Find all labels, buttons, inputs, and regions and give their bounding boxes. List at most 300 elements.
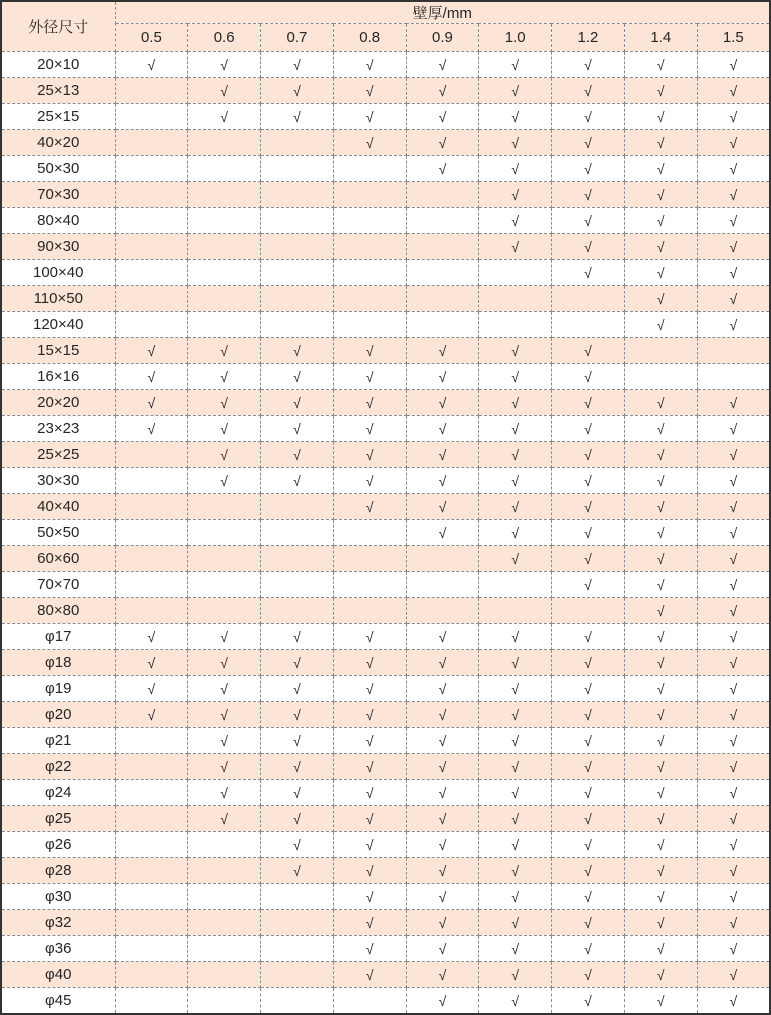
- empty-cell: [406, 598, 479, 624]
- empty-cell: [406, 234, 479, 260]
- size-cell: 40×20: [1, 130, 115, 156]
- table-row: [1, 962, 770, 988]
- check-cell: √: [333, 780, 406, 806]
- empty-cell: [333, 546, 406, 572]
- empty-cell: [479, 260, 552, 286]
- check-cell: √: [624, 780, 697, 806]
- empty-cell: [261, 936, 334, 962]
- table-row: [1, 754, 770, 780]
- check-cell: √: [624, 286, 697, 312]
- check-cell: √: [624, 104, 697, 130]
- check-cell: √: [624, 468, 697, 494]
- check-cell: √: [406, 130, 479, 156]
- check-cell: √: [406, 728, 479, 754]
- size-cell: 50×50: [1, 520, 115, 546]
- empty-cell: [261, 884, 334, 910]
- empty-cell: [115, 936, 188, 962]
- check-cell: √: [624, 130, 697, 156]
- check-cell: √: [333, 338, 406, 364]
- check-cell: √: [188, 702, 261, 728]
- table-row: [1, 702, 770, 728]
- size-cell: φ19: [1, 676, 115, 702]
- check-cell: √: [624, 858, 697, 884]
- table-row: [1, 416, 770, 442]
- size-cell: φ30: [1, 884, 115, 910]
- check-cell: √: [697, 494, 770, 520]
- size-cell: 23×23: [1, 416, 115, 442]
- check-cell: √: [697, 182, 770, 208]
- check-cell: √: [552, 78, 625, 104]
- check-cell: √: [479, 338, 552, 364]
- check-cell: √: [552, 416, 625, 442]
- check-cell: √: [115, 702, 188, 728]
- size-cell: 30×30: [1, 468, 115, 494]
- empty-cell: [406, 260, 479, 286]
- check-cell: √: [261, 442, 334, 468]
- empty-cell: [115, 546, 188, 572]
- check-cell: √: [624, 494, 697, 520]
- thickness-column-header: 1.0: [479, 24, 552, 52]
- corner-header-size: 外径尺寸: [1, 1, 115, 52]
- check-cell: √: [479, 182, 552, 208]
- check-cell: √: [552, 754, 625, 780]
- empty-cell: [115, 598, 188, 624]
- size-cell: 110×50: [1, 286, 115, 312]
- empty-cell: [188, 546, 261, 572]
- check-cell: √: [479, 988, 552, 1015]
- table-row: [1, 104, 770, 130]
- empty-cell: [115, 286, 188, 312]
- empty-cell: [188, 494, 261, 520]
- table-row: [1, 260, 770, 286]
- check-cell: √: [697, 884, 770, 910]
- empty-cell: [261, 910, 334, 936]
- table-row: [1, 546, 770, 572]
- header-row-thickness-values: [1, 24, 770, 52]
- table-row: [1, 286, 770, 312]
- empty-cell: [115, 910, 188, 936]
- size-cell: 120×40: [1, 312, 115, 338]
- check-cell: √: [406, 78, 479, 104]
- empty-cell: [115, 780, 188, 806]
- check-cell: √: [624, 650, 697, 676]
- table-row: [1, 936, 770, 962]
- check-cell: √: [624, 234, 697, 260]
- empty-cell: [333, 156, 406, 182]
- check-cell: √: [406, 338, 479, 364]
- size-cell: φ18: [1, 650, 115, 676]
- empty-cell: [115, 572, 188, 598]
- empty-cell: [115, 442, 188, 468]
- check-cell: √: [406, 156, 479, 182]
- check-cell: √: [333, 130, 406, 156]
- check-cell: √: [406, 936, 479, 962]
- empty-cell: [115, 988, 188, 1015]
- empty-cell: [115, 182, 188, 208]
- check-cell: √: [115, 624, 188, 650]
- size-cell: 70×30: [1, 182, 115, 208]
- check-cell: √: [479, 624, 552, 650]
- check-cell: √: [479, 208, 552, 234]
- check-cell: √: [552, 442, 625, 468]
- check-cell: √: [479, 832, 552, 858]
- check-cell: √: [552, 780, 625, 806]
- size-cell: φ24: [1, 780, 115, 806]
- check-cell: √: [479, 780, 552, 806]
- check-cell: √: [697, 52, 770, 78]
- check-cell: √: [624, 546, 697, 572]
- empty-cell: [115, 104, 188, 130]
- check-cell: √: [479, 156, 552, 182]
- check-cell: √: [624, 182, 697, 208]
- empty-cell: [188, 156, 261, 182]
- table-row: [1, 988, 770, 1015]
- empty-cell: [188, 208, 261, 234]
- empty-cell: [115, 156, 188, 182]
- size-cell: 50×30: [1, 156, 115, 182]
- empty-cell: [261, 312, 334, 338]
- check-cell: √: [261, 650, 334, 676]
- check-cell: √: [479, 858, 552, 884]
- table-row: [1, 182, 770, 208]
- empty-cell: [188, 312, 261, 338]
- check-cell: √: [697, 78, 770, 104]
- empty-cell: [261, 988, 334, 1015]
- check-cell: √: [697, 104, 770, 130]
- empty-cell: [115, 520, 188, 546]
- check-cell: √: [333, 676, 406, 702]
- empty-cell: [333, 182, 406, 208]
- table-row: [1, 676, 770, 702]
- check-cell: √: [479, 494, 552, 520]
- check-cell: √: [697, 910, 770, 936]
- size-cell: 20×10: [1, 52, 115, 78]
- check-cell: √: [697, 936, 770, 962]
- check-cell: √: [552, 260, 625, 286]
- table-row: [1, 572, 770, 598]
- check-cell: √: [406, 364, 479, 390]
- check-cell: √: [697, 546, 770, 572]
- check-cell: √: [697, 520, 770, 546]
- check-cell: √: [406, 416, 479, 442]
- check-cell: √: [624, 598, 697, 624]
- check-cell: √: [624, 390, 697, 416]
- check-cell: √: [697, 702, 770, 728]
- check-cell: √: [624, 702, 697, 728]
- check-cell: √: [552, 936, 625, 962]
- check-cell: √: [261, 858, 334, 884]
- check-cell: √: [261, 806, 334, 832]
- empty-cell: [188, 988, 261, 1015]
- size-cell: 90×30: [1, 234, 115, 260]
- check-cell: √: [261, 832, 334, 858]
- check-cell: √: [624, 416, 697, 442]
- check-cell: √: [552, 182, 625, 208]
- check-cell: √: [261, 624, 334, 650]
- check-cell: √: [333, 754, 406, 780]
- size-cell: φ32: [1, 910, 115, 936]
- check-cell: √: [188, 780, 261, 806]
- check-cell: √: [552, 338, 625, 364]
- check-cell: √: [406, 806, 479, 832]
- empty-cell: [552, 598, 625, 624]
- check-cell: √: [406, 988, 479, 1015]
- table-row: [1, 78, 770, 104]
- check-cell: √: [552, 884, 625, 910]
- check-cell: √: [624, 832, 697, 858]
- empty-cell: [261, 546, 334, 572]
- check-cell: √: [261, 780, 334, 806]
- check-cell: √: [552, 130, 625, 156]
- check-cell: √: [188, 728, 261, 754]
- check-cell: √: [552, 546, 625, 572]
- check-cell: √: [406, 468, 479, 494]
- check-cell: √: [261, 728, 334, 754]
- check-cell: √: [406, 390, 479, 416]
- check-cell: √: [115, 52, 188, 78]
- empty-cell: [261, 572, 334, 598]
- check-cell: √: [333, 390, 406, 416]
- empty-cell: [188, 286, 261, 312]
- empty-cell: [115, 312, 188, 338]
- empty-cell: [188, 962, 261, 988]
- check-cell: √: [261, 338, 334, 364]
- table-row: [1, 598, 770, 624]
- empty-cell: [115, 494, 188, 520]
- table-row: [1, 494, 770, 520]
- empty-cell: [406, 286, 479, 312]
- table-row: [1, 624, 770, 650]
- check-cell: √: [261, 390, 334, 416]
- check-cell: √: [697, 754, 770, 780]
- check-cell: √: [406, 780, 479, 806]
- empty-cell: [188, 182, 261, 208]
- check-cell: √: [188, 676, 261, 702]
- size-cell: 80×80: [1, 598, 115, 624]
- size-cell: 16×16: [1, 364, 115, 390]
- table-row: [1, 312, 770, 338]
- group-header-thickness: 壁厚/mm: [115, 1, 770, 24]
- empty-cell: [261, 520, 334, 546]
- check-cell: √: [333, 728, 406, 754]
- check-cell: √: [624, 754, 697, 780]
- check-cell: √: [188, 442, 261, 468]
- check-cell: √: [624, 260, 697, 286]
- check-cell: √: [552, 494, 625, 520]
- check-cell: √: [333, 104, 406, 130]
- check-cell: √: [261, 52, 334, 78]
- check-cell: √: [333, 858, 406, 884]
- thickness-column-header: 1.2: [552, 24, 625, 52]
- check-cell: √: [552, 676, 625, 702]
- empty-cell: [333, 234, 406, 260]
- check-cell: √: [333, 468, 406, 494]
- table-row: [1, 208, 770, 234]
- empty-cell: [115, 468, 188, 494]
- check-cell: √: [188, 806, 261, 832]
- check-cell: √: [697, 156, 770, 182]
- empty-cell: [188, 598, 261, 624]
- size-cell: φ45: [1, 988, 115, 1015]
- size-cell: 20×20: [1, 390, 115, 416]
- empty-cell: [261, 208, 334, 234]
- check-cell: √: [406, 962, 479, 988]
- empty-cell: [115, 962, 188, 988]
- thickness-column-header: 1.4: [624, 24, 697, 52]
- check-cell: √: [552, 988, 625, 1015]
- check-cell: √: [115, 364, 188, 390]
- check-cell: √: [697, 650, 770, 676]
- empty-cell: [624, 364, 697, 390]
- check-cell: √: [624, 910, 697, 936]
- empty-cell: [697, 338, 770, 364]
- check-cell: √: [624, 806, 697, 832]
- empty-cell: [188, 130, 261, 156]
- thickness-column-header: 0.7: [261, 24, 334, 52]
- empty-cell: [261, 598, 334, 624]
- check-cell: √: [406, 494, 479, 520]
- check-cell: √: [479, 442, 552, 468]
- empty-cell: [261, 234, 334, 260]
- check-cell: √: [261, 702, 334, 728]
- check-cell: √: [115, 676, 188, 702]
- check-cell: √: [697, 416, 770, 442]
- empty-cell: [333, 208, 406, 234]
- check-cell: √: [115, 390, 188, 416]
- check-cell: √: [624, 624, 697, 650]
- check-cell: √: [552, 624, 625, 650]
- check-cell: √: [697, 832, 770, 858]
- thickness-column-header: 0.9: [406, 24, 479, 52]
- size-cell: 80×40: [1, 208, 115, 234]
- check-cell: √: [624, 728, 697, 754]
- check-cell: √: [115, 650, 188, 676]
- empty-cell: [479, 598, 552, 624]
- check-cell: √: [624, 78, 697, 104]
- check-cell: √: [333, 364, 406, 390]
- size-cell: φ28: [1, 858, 115, 884]
- check-cell: √: [697, 858, 770, 884]
- check-cell: √: [188, 78, 261, 104]
- check-cell: √: [406, 104, 479, 130]
- check-cell: √: [624, 520, 697, 546]
- check-cell: √: [552, 364, 625, 390]
- check-cell: √: [333, 494, 406, 520]
- table-row: [1, 52, 770, 78]
- table-row: [1, 156, 770, 182]
- check-cell: √: [406, 520, 479, 546]
- check-cell: √: [479, 728, 552, 754]
- check-cell: √: [479, 78, 552, 104]
- check-cell: √: [697, 442, 770, 468]
- empty-cell: [261, 286, 334, 312]
- check-cell: √: [333, 52, 406, 78]
- check-cell: √: [406, 702, 479, 728]
- check-cell: √: [552, 572, 625, 598]
- empty-cell: [188, 884, 261, 910]
- check-cell: √: [624, 884, 697, 910]
- table-row: [1, 468, 770, 494]
- table-row: [1, 390, 770, 416]
- empty-cell: [333, 312, 406, 338]
- empty-cell: [697, 364, 770, 390]
- check-cell: √: [188, 416, 261, 442]
- check-cell: √: [479, 806, 552, 832]
- check-cell: √: [333, 702, 406, 728]
- check-cell: √: [697, 468, 770, 494]
- check-cell: √: [333, 806, 406, 832]
- check-cell: √: [697, 234, 770, 260]
- size-cell: φ22: [1, 754, 115, 780]
- check-cell: √: [406, 884, 479, 910]
- empty-cell: [188, 520, 261, 546]
- table-row: [1, 650, 770, 676]
- table-row: [1, 234, 770, 260]
- check-cell: √: [624, 962, 697, 988]
- check-cell: √: [552, 910, 625, 936]
- check-cell: √: [333, 650, 406, 676]
- check-cell: √: [188, 754, 261, 780]
- empty-cell: [333, 572, 406, 598]
- empty-cell: [406, 312, 479, 338]
- empty-cell: [333, 260, 406, 286]
- check-cell: √: [552, 468, 625, 494]
- empty-cell: [115, 130, 188, 156]
- check-cell: √: [188, 650, 261, 676]
- size-cell: φ21: [1, 728, 115, 754]
- size-cell: φ20: [1, 702, 115, 728]
- check-cell: √: [624, 52, 697, 78]
- check-cell: √: [406, 910, 479, 936]
- check-cell: √: [697, 728, 770, 754]
- check-cell: √: [479, 416, 552, 442]
- size-cell: 25×25: [1, 442, 115, 468]
- check-cell: √: [188, 468, 261, 494]
- check-cell: √: [479, 546, 552, 572]
- empty-cell: [115, 806, 188, 832]
- table-row: [1, 728, 770, 754]
- check-cell: √: [479, 910, 552, 936]
- check-cell: √: [261, 416, 334, 442]
- thickness-column-header: 1.5: [697, 24, 770, 52]
- empty-cell: [188, 234, 261, 260]
- empty-cell: [115, 858, 188, 884]
- check-cell: √: [552, 208, 625, 234]
- table-row: [1, 832, 770, 858]
- size-cell: 70×70: [1, 572, 115, 598]
- check-cell: √: [115, 416, 188, 442]
- size-cell: 40×40: [1, 494, 115, 520]
- check-cell: √: [624, 676, 697, 702]
- check-cell: √: [479, 52, 552, 78]
- size-cell: 100×40: [1, 260, 115, 286]
- thickness-column-header: 0.5: [115, 24, 188, 52]
- check-cell: √: [261, 468, 334, 494]
- empty-cell: [188, 858, 261, 884]
- check-cell: √: [697, 962, 770, 988]
- header-row-group: [1, 1, 770, 24]
- check-cell: √: [697, 260, 770, 286]
- check-cell: √: [697, 598, 770, 624]
- table-row: [1, 780, 770, 806]
- check-cell: √: [406, 858, 479, 884]
- check-cell: √: [624, 312, 697, 338]
- size-cell: 25×15: [1, 104, 115, 130]
- thickness-column-header: 0.6: [188, 24, 261, 52]
- size-cell: 25×13: [1, 78, 115, 104]
- check-cell: √: [479, 754, 552, 780]
- check-cell: √: [406, 52, 479, 78]
